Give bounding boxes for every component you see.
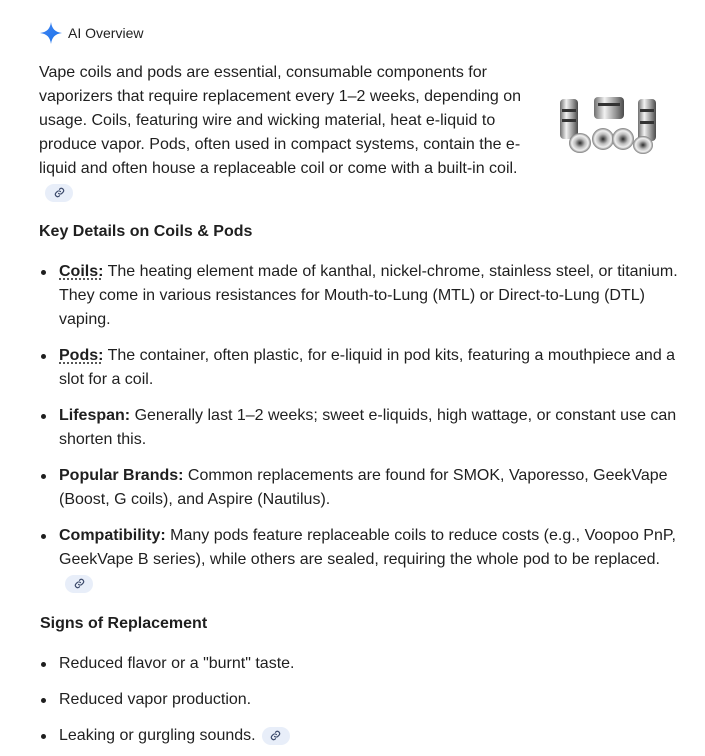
popular-brands-term: Popular Brands: — [59, 467, 184, 484]
source-link-button[interactable] — [45, 184, 73, 202]
source-link-button[interactable] — [262, 727, 290, 745]
item-text: Common replacements are found for SMOK, Vaporesso, GeekVape (Boost, G coils), and Aspire (Nautilus). — [59, 467, 668, 508]
link-icon — [270, 730, 281, 741]
signs-heading: Signs of Replacement — [40, 615, 208, 632]
link-icon — [54, 187, 65, 198]
list-item: Reduced flavor or a "burnt" taste. — [39, 652, 679, 676]
ai-overview-title: AI Overview — [68, 25, 144, 41]
list-item: Reduced vapor production. — [39, 688, 679, 712]
sparkle-icon — [39, 21, 63, 45]
list-item — [39, 524, 679, 596]
item-text: Many pods feature replaceable coils to reduce costs (e.g., Voopoo PnP, GeekVape B series), while others are sealed, requiring the whole pod to be replaced. — [59, 527, 676, 568]
signs-list — [39, 652, 679, 756]
link-icon — [74, 578, 85, 589]
coils-thumbnail-image[interactable] — [556, 93, 662, 157]
item-text: The heating element made of kanthal, nickel-chrome, stainless steel, or titanium. They come in various resistances for Mouth-to-Lung (MTL) or Direct-to-Lung (DTL) vaping. — [59, 263, 678, 328]
list-item — [39, 260, 679, 332]
key-details-heading: Key Details on Coils & Pods — [39, 223, 253, 240]
list-item — [39, 344, 679, 392]
source-link-button[interactable] — [65, 575, 93, 593]
list-item — [39, 404, 679, 452]
ai-overview-header — [39, 20, 143, 46]
lifespan-term: Lifespan: — [59, 407, 131, 424]
intro-text: Vape coils and pods are essential, consumable components for vaporizers that require replacement every 1–2 weeks, depending on usage. Coils, featuring wire and wicking material, heat e-liquid to produce vapor. Pods, often used in compact systems, contain the e-liquid and often house a replaceable coil or come with a built-in coil. — [39, 64, 522, 177]
item-text: Leaking or gurgling sounds. — [59, 727, 256, 744]
item-text: Generally last 1–2 weeks; sweet e-liquids, high wattage, or constant use can shorten this. — [59, 407, 677, 448]
item-text: The container, often plastic, for e-liquid in pod kits, featuring a mouthpiece and a slot for a coil. — [59, 347, 676, 388]
compatibility-term: Compatibility: — [59, 527, 166, 544]
coils-term[interactable]: Coils: — [59, 263, 104, 280]
intro-paragraph — [39, 61, 529, 205]
pods-term[interactable]: Pods: — [59, 347, 104, 364]
list-item — [39, 724, 679, 748]
key-details-list — [39, 260, 679, 608]
list-item — [39, 464, 679, 512]
